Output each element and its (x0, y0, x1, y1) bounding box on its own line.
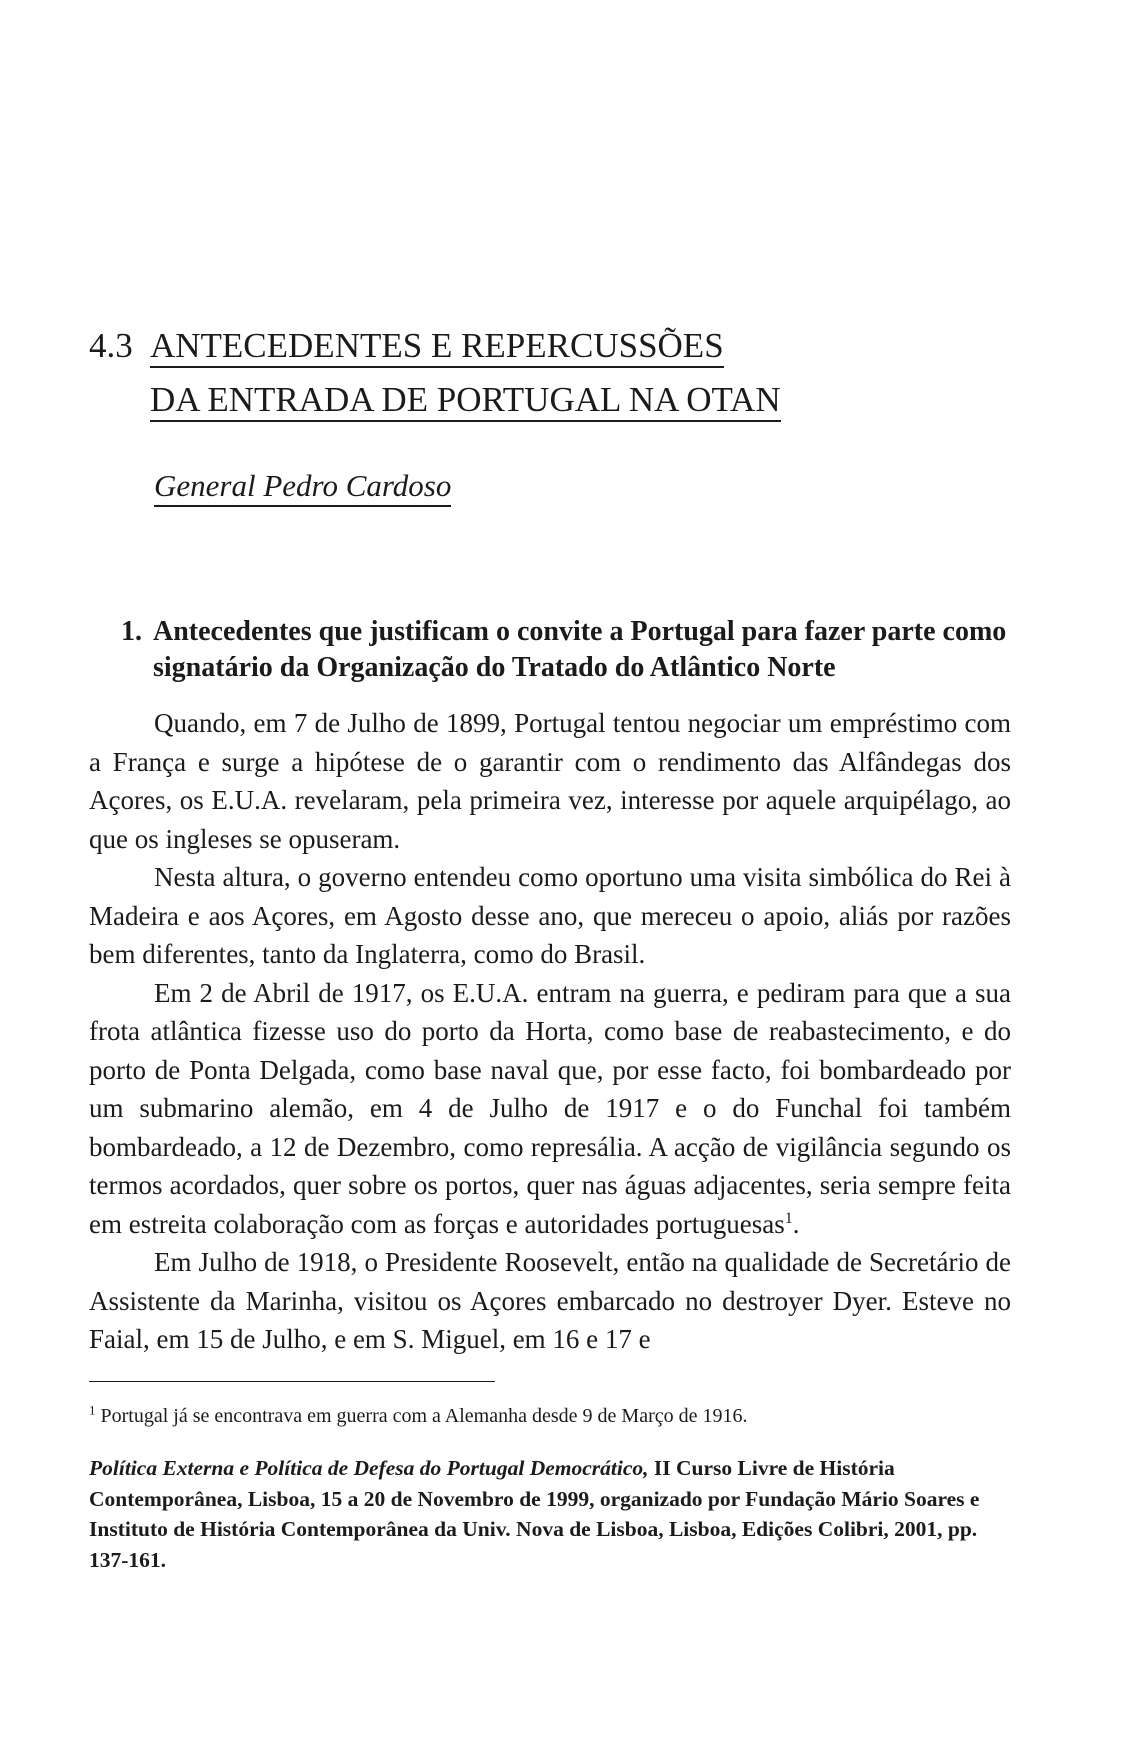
paragraph (89, 858, 1011, 974)
source-details: II Curso Livre de História Contemporânea, Lisboa, 15 a 20 de Novembro de 1999, organizado por Fundação Mário Soares e Instituto de História Contemporânea da Univ. Nova de Lisboa, Lisboa, Edições Colibri, 2001, pp. 137-161. (89, 1456, 980, 1572)
chapter-number: 4.3 (89, 326, 133, 366)
author-line (154, 468, 451, 504)
paragraph-text-end: . (792, 1208, 800, 1239)
paragraph-text: Em Julho de 1918, o Presidente Roosevelt, então na qualidade de Secretário de Assistente da Marinha, visitou os Açores embarcado no destroyer Dyer. Esteve no Faial, em 15 de Julho, e em S. Miguel, em 16 e 17 e (89, 1247, 1011, 1354)
chapter-title-line-2: DA ENTRADA DE PORTUGAL NA OTAN (150, 380, 781, 422)
paragraph-text: Nesta altura, o governo entendeu como oportuno uma visita simbólica do Rei à Madeira e aos Açores, em Agosto desse ano, que mereceu o apoio, aliás por razões bem diferentes, tanto da Inglaterra, como do Brasil. (89, 862, 1011, 969)
body-text (89, 704, 1011, 1359)
footnote-text: Portugal já se encontrava em guerra com a Alemanha desde 9 de Março de 1916. (100, 1405, 748, 1427)
footnote-number: 1 (89, 1402, 96, 1418)
section-number: 1. (121, 616, 142, 647)
chapter-heading (89, 319, 809, 427)
paragraph-text: Quando, em 7 de Julho de 1899, Portugal tentou negociar um empréstimo com a França e surge a hipótese de o garantir com o rendimento das Alfândegas dos Açores, os E.U.A. revelaram, pela primeira vez, interesse por aquele arquipélago, ao que os ingleses se opuseram. (89, 708, 1011, 854)
chapter-title-line-1: ANTECEDENTES E REPERCUSSÕES (150, 326, 724, 368)
paragraph (89, 1243, 1011, 1359)
footnote-reference: 1 (784, 1209, 793, 1227)
author-name: General Pedro Cardoso (154, 468, 451, 507)
footnote-divider (89, 1381, 495, 1382)
source-citation (89, 1453, 1011, 1575)
paragraph (89, 704, 1011, 858)
source-title: Política Externa e Política de Defesa do Portugal Democrático, (89, 1456, 649, 1480)
footnote (89, 1402, 1011, 1430)
paragraph (89, 974, 1011, 1244)
section-title: Antecedentes que justificam o convite a Portugal para fazer parte como signatário da Organização do Tratado do Atlântico Norte (153, 616, 1007, 683)
paragraph-text: Em 2 de Abril de 1917, os E.U.A. entram na guerra, e pediram para que a sua frota atlântica fizesse uso do porto da Horta, como base de reabastecimento, e do porto de Ponta Delgada, como base naval que, por esse facto, foi bombardeado por um submarino alemão, em 4 de Julho de 1917 e o do Funchal foi também bombardeado, a 12 de Dezembro, como represália. A acção de vigilância segundo os termos acordados, quer sobre os portos, quer nas águas adjacentes, seria sempre feita em estreita colaboração com as forças e autoridades portuguesas (89, 977, 1011, 1239)
section-heading (121, 614, 1011, 686)
